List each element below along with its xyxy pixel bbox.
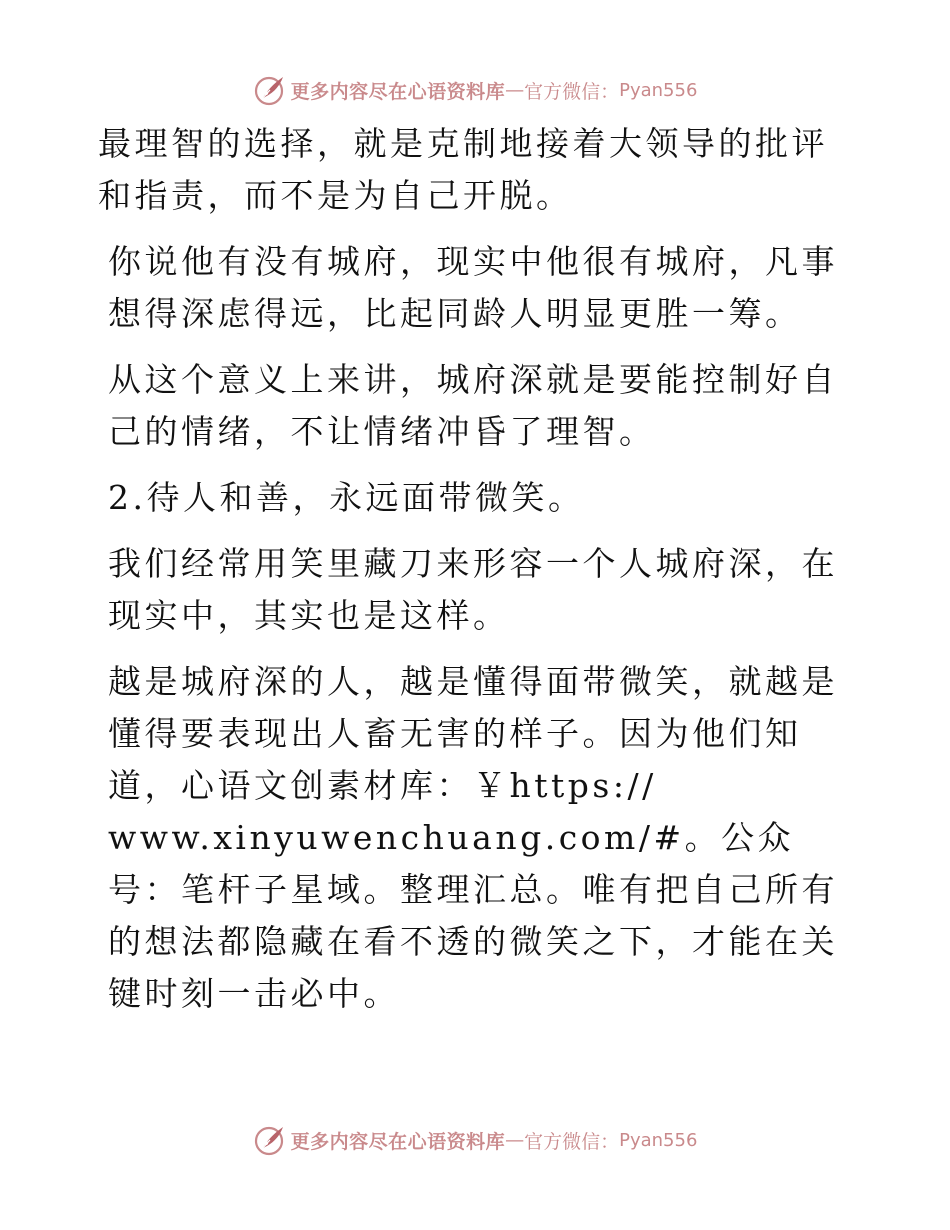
paragraph-6	[98, 656, 858, 1020]
header-watermark	[0, 70, 950, 110]
paragraph-2: 你说他有没有城府，现实中他很有城府，凡事想得深虑得远，比起同龄人明显更胜一筹。	[108, 242, 838, 333]
watermark-wechat-label: 官方微信：	[524, 80, 620, 103]
watermark-wechat-id: Pyan556	[619, 79, 698, 101]
footer-watermark	[0, 1120, 950, 1160]
watermark-dash: —	[505, 79, 525, 101]
watermark-wechat-id: Pyan556	[619, 1129, 698, 1151]
paragraph-6-line2: www.xinyuwenchuang.com/#。公众号：笔杆子星域。整理汇总。唯有把自己所有的想法都隐藏在看不透的微笑之下，才能在关键时刻一击必中。	[108, 818, 838, 1013]
watermark-brand: 更多内容尽在心语资料库	[290, 1130, 506, 1153]
watermark-dash: —	[505, 1129, 525, 1151]
paragraph-6-line1: 越是城府深的人，越是懂得面带微笑，就越是懂得要表现出人畜无害的样子。因为他们知道，心语文创素材库：￥https://	[108, 662, 838, 805]
paragraph-3: 从这个意义上来讲，城府深就是要能控制好自己的情绪，不让情绪冲昏了理智。	[108, 360, 838, 451]
paragraph-5: 我们经常用笑里藏刀来形容一个人城府深，在现实中，其实也是这样。	[108, 544, 838, 635]
paragraph-4-heading: 2.待人和善，永远面带微笑。	[108, 478, 585, 517]
watermark-brand: 更多内容尽在心语资料库	[290, 80, 506, 103]
watermark-wechat-label: 官方微信：	[524, 1130, 620, 1153]
document-body	[98, 118, 858, 1020]
feather-pen-circle-icon	[253, 73, 287, 107]
feather-pen-circle-icon	[253, 1123, 287, 1157]
paragraph-1: 最理智的选择，就是克制地接着大领导的批评和指责，而不是为自己开脱。	[98, 124, 828, 215]
